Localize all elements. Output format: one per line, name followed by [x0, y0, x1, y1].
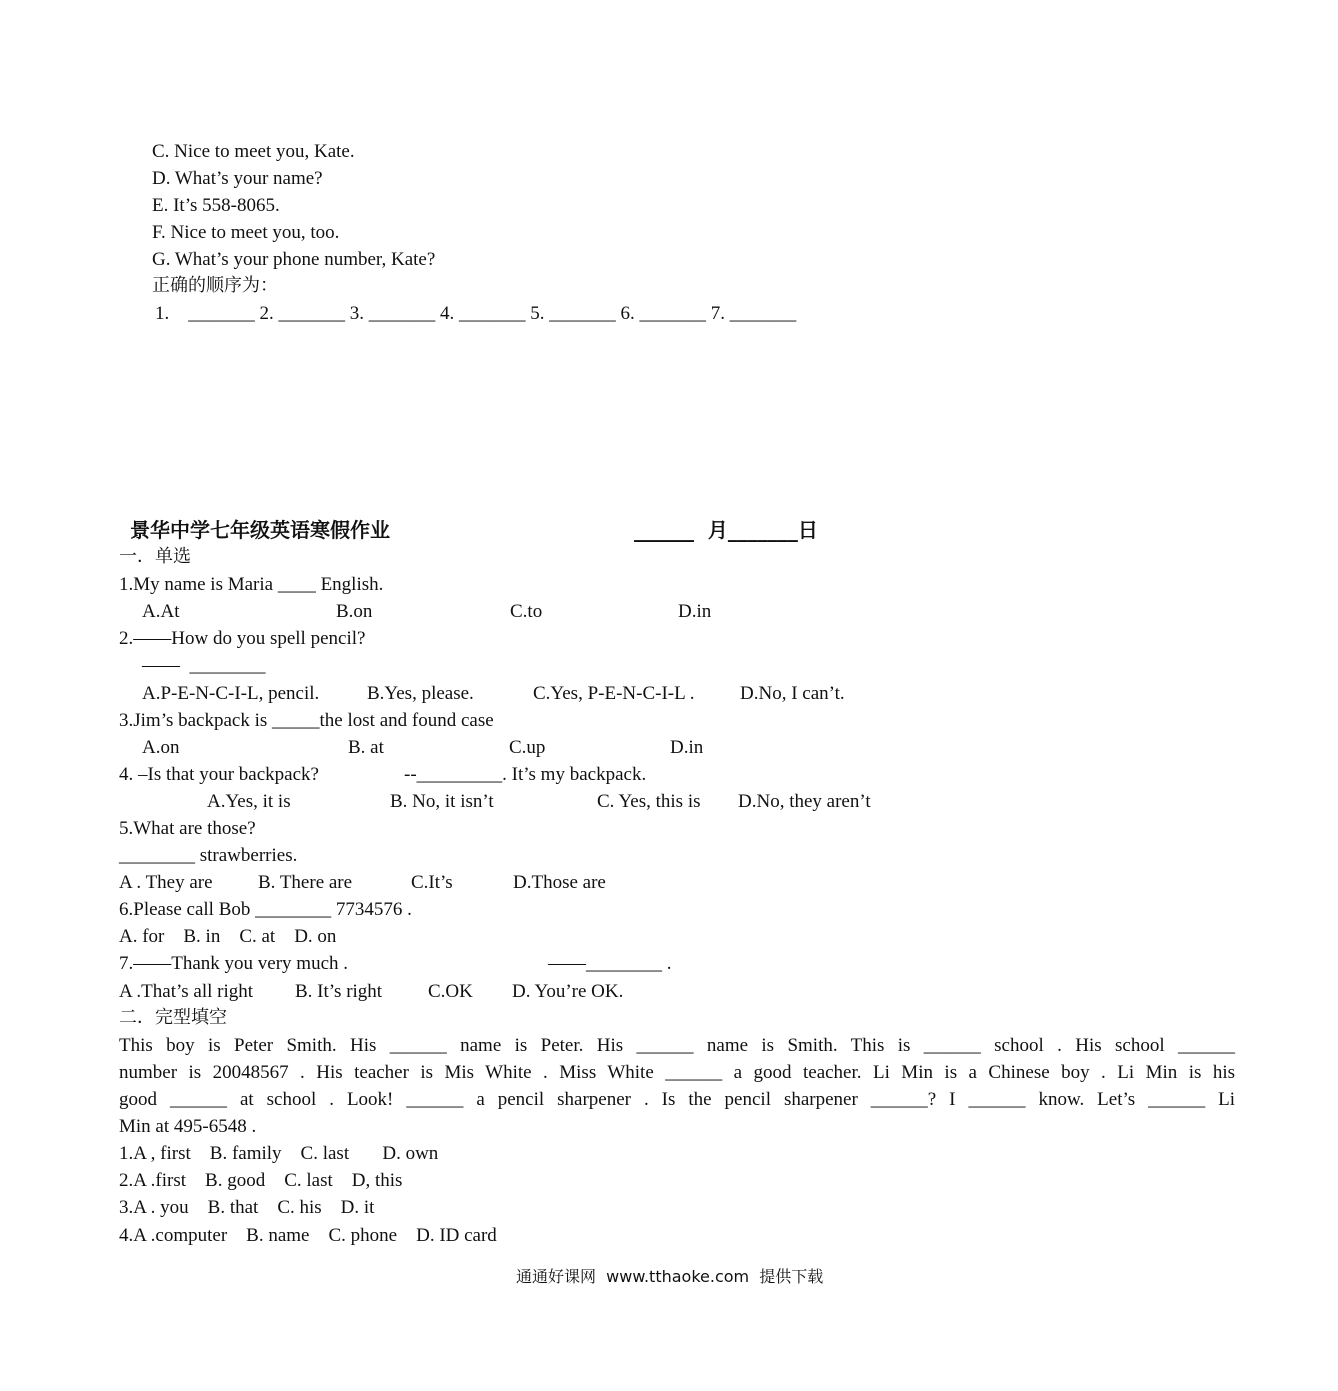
question-2-answer-line: —— ________ — [142, 655, 266, 676]
option-line-f: F. Nice to meet you, too. — [152, 222, 340, 243]
question-7-option-c: C.OK — [428, 981, 473, 1002]
question-7-option-d: D. You’re OK. — [512, 981, 624, 1002]
option-line-c: C. Nice to meet you, Kate. — [152, 141, 355, 162]
cloze-passage-line-1: This boy is Peter Smith. His ______ name is Peter. His ______ name is Smith. This is ______ school . His school ______ — [119, 1035, 1235, 1056]
section-heading-single-choice: 一．单选 — [119, 546, 191, 567]
question-4-option-d: D.No, they aren’t — [738, 791, 871, 812]
question-2-option-b: B.Yes, please. — [367, 683, 474, 704]
cloze-passage-line-2: number is 20048567 . His teacher is Mis White . Miss White ______ a good teacher. Li Min is a Chinese boy . Li Min is his — [119, 1062, 1235, 1083]
question-5-option-c: C.It’s — [411, 872, 453, 893]
footer-credit: 通通好课网 www.tthaoke.com 提供下载 — [516, 1267, 824, 1286]
option-line-d: D. What’s your name? — [152, 168, 323, 189]
question-6-stem: 6.Please call Bob ________ 7734576 . — [119, 899, 412, 920]
question-6-options: A. for B. in C. at D. on — [119, 926, 337, 947]
question-7-reply: ——________ . — [548, 953, 672, 974]
cloze-options-1: 1.A , first B. family C. last D. own — [119, 1143, 439, 1164]
question-3-stem: 3.Jim’s backpack is _____the lost and found case — [119, 710, 494, 731]
question-7-option-b: B. It’s right — [295, 981, 383, 1002]
question-2-option-a: A.P-E-N-C-I-L, pencil. — [142, 683, 320, 704]
question-1-option-b: B.on — [336, 601, 373, 622]
question-3-option-b: B. at — [348, 737, 384, 758]
cloze-options-2: 2.A .first B. good C. last D, this — [119, 1170, 403, 1191]
question-4-option-c: C. Yes, this is — [597, 791, 701, 812]
question-5-option-b: B. There are — [258, 872, 353, 893]
question-7-stem: 7.——Thank you very much . — [119, 953, 349, 974]
question-4-reply: --_________. It’s my backpack. — [404, 764, 647, 785]
question-5-option-a: A . They are — [119, 872, 213, 893]
question-4-option-b: B. No, it isn’t — [390, 791, 494, 812]
question-2-option-d: D.No, I can’t. — [740, 683, 845, 704]
question-5-option-d: D.Those are — [513, 872, 606, 893]
question-4-option-a: A.Yes, it is — [207, 791, 291, 812]
cloze-options-4: 4.A .computer B. name C. phone D. ID card — [119, 1225, 497, 1246]
order-blanks: 1. _______ 2. _______ 3. _______ 4. _______ 5. _______ 6. _______ 7. _______ — [155, 303, 797, 324]
question-3-option-a: A.on — [142, 737, 180, 758]
date-field: ______ 月_______日 — [634, 518, 818, 542]
cloze-options-3: 3.A . you B. that C. his D. it — [119, 1197, 375, 1218]
section-heading-cloze: 二．完型填空 — [119, 1007, 227, 1028]
question-5-answer-line: ________ strawberries. — [119, 845, 298, 866]
question-7-option-a: A .That’s all right — [119, 981, 254, 1002]
cloze-passage-line-4: Min at 495-6548 . — [119, 1116, 257, 1137]
question-1-stem: 1.My name is Maria ____ English. — [119, 574, 384, 595]
option-line-g: G. What’s your phone number, Kate? — [152, 249, 436, 270]
option-line-e: E. It’s 558-8065. — [152, 195, 280, 216]
worksheet-title: 景华中学七年级英语寒假作业 — [130, 518, 390, 542]
question-4-stem: 4. –Is that your backpack? — [119, 764, 319, 785]
question-3-option-d: D.in — [670, 737, 704, 758]
question-1-option-d: D.in — [678, 601, 712, 622]
question-1-option-c: C.to — [510, 601, 543, 622]
cloze-passage-line-3: good ______ at school . Look! ______ a pencil sharpener . Is the pencil sharpener ______? I ______ know. Let’s ______ Li — [119, 1089, 1235, 1110]
question-1-option-a: A.At — [142, 601, 180, 622]
question-5-stem: 5.What are those? — [119, 818, 256, 839]
question-2-stem: 2.——How do you spell pencil? — [119, 628, 366, 649]
question-3-option-c: C.up — [509, 737, 546, 758]
question-2-option-c: C.Yes, P-E-N-C-I-L . — [533, 683, 695, 704]
order-label: 正确的顺序为： — [152, 275, 278, 296]
